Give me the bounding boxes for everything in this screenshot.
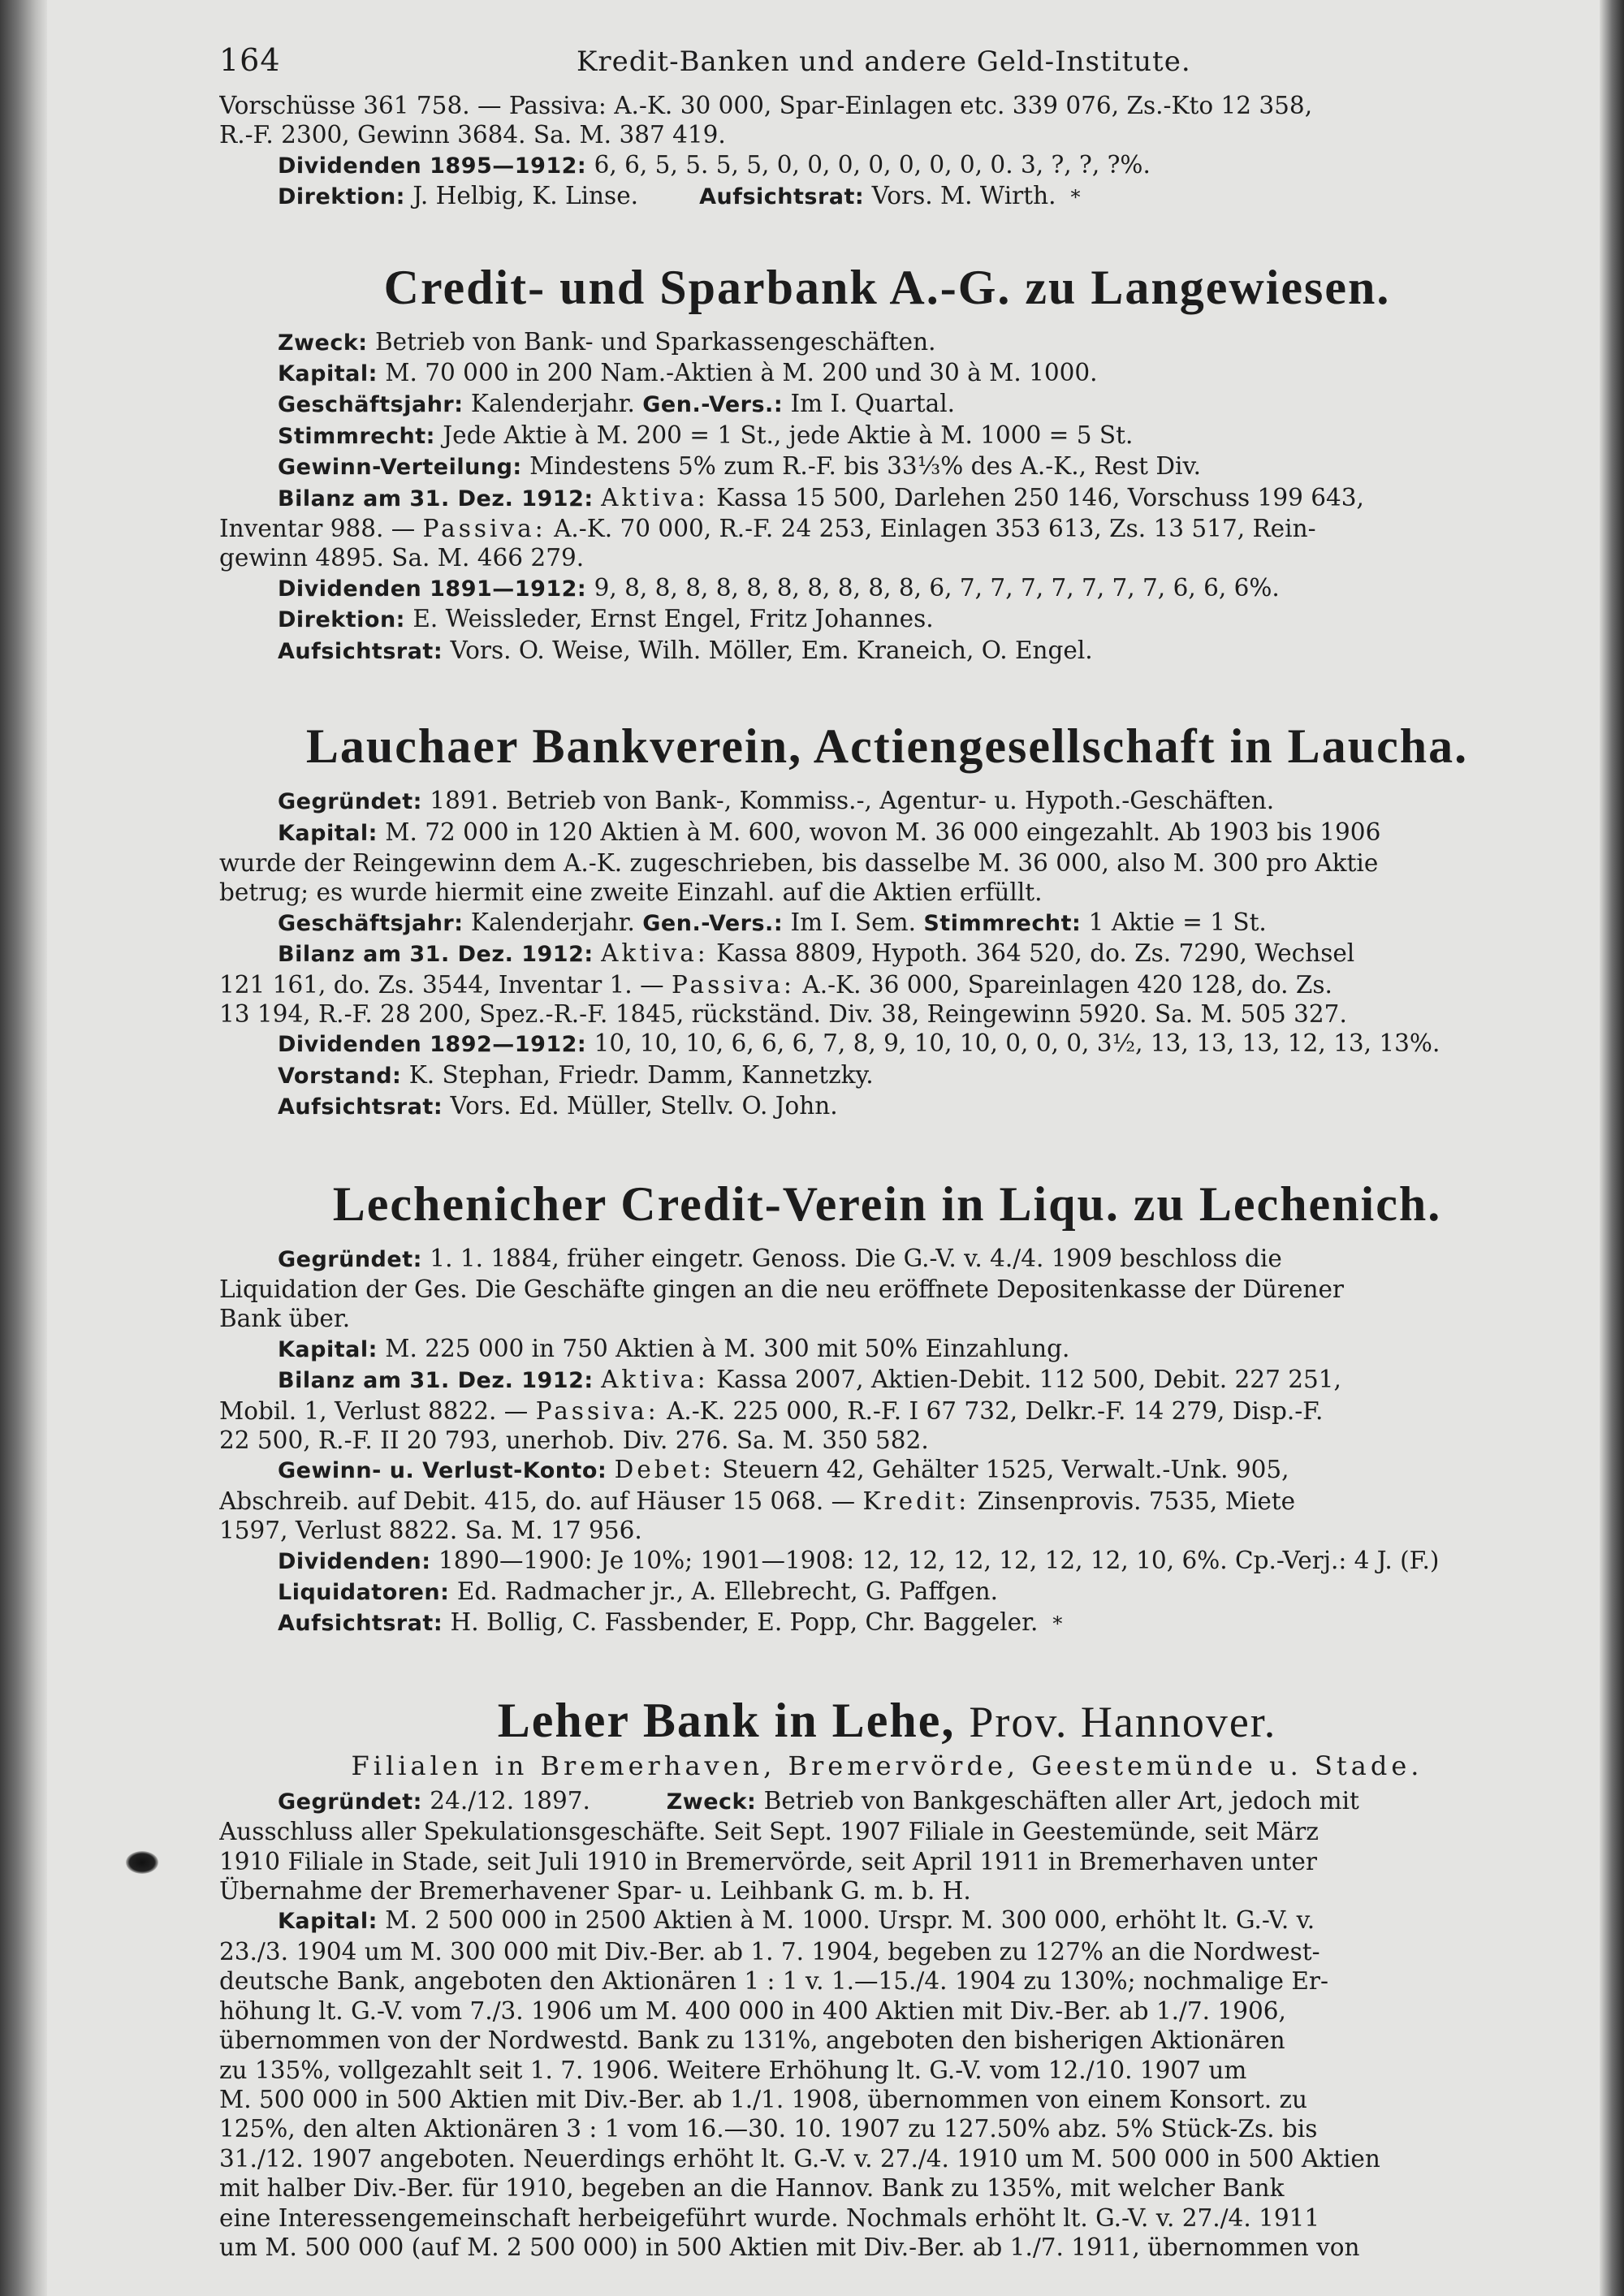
bilanz-line: gewinn 4895. Sa. M. 466 279. (219, 544, 585, 572)
gen-vers-value: Im I. Sem. (790, 908, 916, 936)
aufsichtsrat-value: Vors. O. Weise, Wilh. Möller, Em. Kraneich, O. Engel. (450, 636, 1093, 664)
dividends-label: Dividenden: (278, 1548, 431, 1574)
gen-vers-label: Gen.-Vers.: (642, 392, 784, 418)
entry-title-sub: Prov. Hannover. (969, 1697, 1277, 1746)
bilanz-text: Inventar 988. — (219, 515, 416, 543)
text-line: eine Interessengemeinschaft herbeigeführt wurde. Nochmals erhöht lt. G.-V. v. 27./4. 1911 (219, 2203, 1320, 2232)
text-line: zu 135%, vollgezahlt seit 1. 7. 1906. Weitere Erhöhung lt. G.-V. vom 12./10. 1907 um (219, 2056, 1247, 2084)
entry-laucha (219, 667, 1555, 1122)
liquidatoren-line (219, 1577, 1555, 1608)
bilanz-line: 22 500, R.-F. II 20 793, unerhob. Div. 276. Sa. M. 350 582. (219, 1426, 929, 1454)
entry-title: Lechenicher Credit-Verein in Liqu. zu Lechenich. (332, 1176, 1442, 1231)
aufsichtsrat-label: Aufsichtsrat: (699, 184, 865, 210)
aufsichtsrat-value: Vors. M. Wirth. (871, 182, 1056, 210)
entry-title-main: Leher Bank in Lehe, (497, 1693, 956, 1747)
gewinn-verteilung-line (219, 451, 1555, 482)
direktion-line (219, 604, 1555, 635)
geschaeftsjahr-label: Geschäftsjahr: (278, 910, 464, 936)
text-line: um M. 500 000 (auf M. 2 500 000) in 500 Aktien mit Div.-Ber. ab 1./7. 1911, übernommen von (219, 2233, 1360, 2261)
gegruendet-label: Gegründet: (278, 789, 422, 815)
aufsichtsrat-line (219, 1091, 1555, 1122)
scan-left-edge (0, 0, 47, 2296)
kapital-line (219, 1334, 1555, 1365)
geschaeftsjahr-line (219, 908, 1555, 939)
dividends-value: 6, 6, 5, 5. 5, 5, 0, 0, 0, 0, 0, 0, 0, 0. 3, ?, ?, ?%. (594, 150, 1151, 179)
bilanz-label: Bilanz am 31. Dez. 1912: (278, 1368, 594, 1394)
kapital-line (219, 818, 1555, 848)
entry-langewiesen (219, 213, 1555, 667)
text-line: 125%, den alten Aktionären 3 : 1 vom 16.—30. 10. 1907 zu 127.50% abz. 5% Stück-Zs. bis (219, 2115, 1318, 2143)
text-line: übernommen von der Nordwestd. Bank zu 131%, angeboten den bisherigen Aktionären (219, 2026, 1285, 2055)
entry-title (219, 1693, 1555, 1749)
text-line: R.-F. 2300, Gewinn 3684. Sa. M. 387 419. (219, 121, 726, 149)
scan-right-edge (1600, 0, 1624, 2296)
bilanz-line (219, 514, 1555, 543)
dividends-line (219, 150, 1555, 181)
gegruendet-label: Gegründet: (278, 1246, 422, 1272)
aktiva-label: Aktiva: (601, 483, 709, 511)
gegruendet-value: 24./12. 1897. (430, 1786, 590, 1815)
text-line: Vorschüsse 361 758. — Passiva: A.-K. 30 000, Spar-Einlagen etc. 339 076, Zs.-Kto 12 358, (219, 92, 1313, 119)
gegruendet-label: Gegründet: (278, 1789, 422, 1815)
text-line: Liquidation der Ges. Die Geschäfte gingen an die neu eröffnete Depositenkasse der Dürener (219, 1275, 1345, 1303)
kapital-line (219, 1905, 1555, 1936)
bilanz-line (219, 483, 1555, 514)
zweck-value: Betrieb von Bank- und Sparkassengeschäften. (374, 327, 936, 356)
debet-label: Debet: (614, 1456, 715, 1484)
dividends-line (219, 573, 1555, 604)
dividends-line (219, 1029, 1555, 1060)
dividends-label: Dividenden 1891—1912: (278, 576, 587, 602)
stimmrecht-value: 1 Aktie = 1 St. (1088, 908, 1267, 936)
bilanz-value: Kassa 15 500, Darlehen 250 146, Vorschuss 199 643, (716, 483, 1364, 511)
kapital-label: Kapital: (278, 820, 378, 846)
gen-vers-label: Gen.-Vers.: (642, 910, 784, 936)
text-line: mit halber Div.-Ber. für 1910, begeben an die Hannov. Bank zu 135%, mit welcher Bank (219, 2174, 1285, 2203)
passiva-label: Passiva: (422, 515, 546, 543)
kapital-value: M. 225 000 in 750 Aktien à M. 300 mit 50% Einzahlung. (385, 1334, 1070, 1362)
geschaeftsjahr-value: Kalenderjahr. (470, 908, 635, 936)
gen-vers-value: Im I. Quartal. (790, 390, 956, 418)
text-line: Bank über. (219, 1305, 351, 1333)
dividends-line (219, 1546, 1555, 1577)
aufsichtsrat-label: Aufsichtsrat: (278, 638, 443, 664)
gegruendet-line (219, 786, 1555, 817)
text-line: M. 500 000 in 500 Aktien mit Div.-Ber. ab 1./1. 1908, übernommen von einem Konsort. zu (219, 2085, 1308, 2113)
text-line: 31./12. 1907 angeboten. Neuerdings erhöht lt. G.-V. v. 27./4. 1910 um M. 500 000 in 500 Aktien (219, 2144, 1380, 2173)
text-line: 23./3. 1904 um M. 300 000 mit Div.-Ber. ab 1. 7. 1904, begeben zu 127% an die Nordwest- (219, 1937, 1320, 1966)
kapital-value: M. 2 500 000 in 2500 Aktien à M. 1000. Urspr. M. 300 000, erhöht lt. G.-V. v. (385, 1906, 1315, 1935)
gegruendet-line (219, 1244, 1555, 1275)
asterisk-mark: * (1052, 1612, 1063, 1636)
zweck-value: Betrieb von Bankgeschäften aller Art, jedoch mit (763, 1786, 1359, 1815)
ink-blot (126, 1851, 158, 1874)
gegruendet-line (219, 1786, 1555, 1817)
passiva-label: Passiva: (535, 1396, 659, 1425)
branches-line: Filialen in Bremerhaven, Bremervörde, Geestemünde u. Stade. (351, 1750, 1423, 1781)
entry-continuation (219, 91, 1555, 213)
guv-line (219, 1487, 1555, 1516)
kapital-label: Kapital: (278, 1909, 378, 1935)
direktion-label: Direktion: (278, 607, 405, 633)
kapital-line (219, 358, 1555, 389)
kapital-value: M. 72 000 in 120 Aktien à M. 600, wovon M. 36 000 eingezahlt. Ab 1903 bis 1906 (385, 818, 1381, 846)
geschaeftsjahr-label: Geschäftsjahr: (278, 392, 464, 418)
kapital-value: M. 70 000 in 200 Nam.-Aktien à M. 200 und 30 à M. 1000. (385, 359, 1098, 387)
dividends-label: Dividenden 1892—1912: (278, 1032, 587, 1058)
stimmrecht-label: Stimmrecht: (923, 910, 1082, 936)
gegruendet-value: 1. 1. 1884, früher eingetr. Genoss. Die G.-V. v. 4./4. 1909 beschloss die (430, 1244, 1282, 1272)
running-head (219, 42, 1555, 91)
bilanz-line (219, 1365, 1555, 1396)
book-page (219, 42, 1555, 2291)
zweck-line (219, 327, 1555, 358)
gewinn-verteilung-label: Gewinn-Verteilung: (278, 455, 522, 481)
bilanz-text: 121 161, do. Zs. 3544, Inventar 1. — (219, 970, 664, 999)
guv-line: 1597, Verlust 8822. Sa. M. 17 956. (219, 1517, 642, 1545)
guv-value: Steuern 42, Gehälter 1525, Verwalt.-Unk. 905, (722, 1456, 1289, 1484)
guv-label: Gewinn- u. Verlust-Konto: (278, 1458, 607, 1484)
zweck-label: Zweck: (666, 1789, 757, 1815)
bilanz-label: Bilanz am 31. Dez. 1912: (278, 486, 594, 511)
direktion-value: E. Weissleder, Ernst Engel, Fritz Johannes. (412, 605, 934, 633)
aufsichtsrat-line (219, 636, 1555, 667)
stimmrecht-line (219, 421, 1555, 451)
bilanz-text: Mobil. 1, Verlust 8822. — (219, 1396, 529, 1425)
dividends-value: 9, 8, 8, 8, 8, 8, 8, 8, 8, 8, 8, 6, 7, 7, 7, 7, 7, 7, 7, 6, 6, 6%. (594, 573, 1280, 602)
bilanz-value: Kassa 2007, Aktien-Debit. 112 500, Debit. 227 251, (716, 1366, 1341, 1394)
kredit-label: Kredit: (862, 1487, 970, 1515)
gegruendet-value: 1891. Betrieb von Bank-, Kommiss.-, Agentur- u. Hypoth.-Geschäften. (430, 787, 1275, 815)
text-line: Ausschluss aller Spekulationsgeschäfte. Seit Sept. 1907 Filiale in Geestemünde, seit März (219, 1818, 1319, 1846)
bilanz-line (219, 939, 1555, 969)
guv-line (219, 1455, 1555, 1486)
entry-title: Lauchaer Bankverein, Actiengesellschaft in Laucha. (305, 719, 1469, 774)
liquidatoren-value: Ed. Radmacher jr., A. Ellebrecht, G. Paffgen. (456, 1577, 999, 1606)
gewinn-verteilung-value: Mindestens 5% zum R.-F. bis 33⅓% des A.-K., Rest Div. (529, 452, 1202, 481)
entry-title: Credit- und Sparbank A.-G. zu Langewiesen. (383, 260, 1391, 314)
bilanz-label: Bilanz am 31. Dez. 1912: (278, 942, 594, 968)
aktiva-label: Aktiva: (601, 939, 709, 968)
kapital-label: Kapital: (278, 361, 378, 387)
text-line: wurde der Reingewinn dem A.-K. zugeschrieben, bis dasselbe M. 36 000, also M. 300 pro Aktie (219, 848, 1379, 877)
geschaeftsjahr-value: Kalenderjahr. (470, 390, 635, 418)
text-line: höhung lt. G.-V. vom 7./3. 1906 um M. 400 000 in 400 Aktien mit Div.-Ber. ab 1./7. 1906, (219, 1996, 1286, 2025)
direktion-label: Direktion: (278, 184, 405, 210)
zweck-label: Zweck: (278, 330, 368, 356)
aufsichtsrat-label: Aufsichtsrat: (278, 1611, 443, 1637)
aufsichtsrat-label: Aufsichtsrat: (278, 1094, 443, 1120)
text-line: betrug; es wurde hiermit eine zweite Einzahl. auf die Aktien erfüllt. (219, 878, 1043, 907)
bilanz-text: A.-K. 70 000, R.-F. 24 253, Einlagen 353 613, Zs. 13 517, Rein- (554, 515, 1316, 543)
stimmrecht-value: Jede Aktie à M. 200 = 1 St., jede Aktie à M. 1000 = 5 St. (443, 421, 1134, 449)
bilanz-text: A.-K. 36 000, Spareinlagen 420 128, do. Zs. (802, 970, 1332, 999)
direktion-line (219, 181, 1555, 212)
vorstand-line (219, 1060, 1555, 1091)
bilanz-line (219, 970, 1555, 999)
guv-text: Abschreib. auf Debit. 415, do. auf Häuser 15 068. — (219, 1487, 856, 1515)
geschaeftsjahr-line (219, 389, 1555, 420)
text-line: 1910 Filiale in Stade, seit Juli 1910 in Bremervörde, seit April 1911 in Bremerhaven unter (219, 1847, 1317, 1875)
dividends-value: 10, 10, 10, 6, 6, 6, 7, 8, 9, 10, 10, 0, 0, 0, 3½, 13, 13, 13, 12, 13, 13%. (594, 1029, 1440, 1058)
page-number: 164 (219, 42, 281, 78)
guv-text: Zinsenprovis. 7535, Miete (977, 1487, 1296, 1515)
stimmrecht-label: Stimmrecht: (278, 423, 435, 449)
passiva-label: Passiva: (671, 970, 795, 999)
asterisk-mark: * (1070, 186, 1081, 209)
bilanz-line (219, 1396, 1555, 1426)
entry-lechenich (219, 1123, 1555, 1639)
bilanz-line: 13 194, R.-F. 28 200, Spez.-R.-F. 1845, rückständ. Div. 38, Reingewinn 5920. Sa. M. 505 327. (219, 999, 1347, 1028)
kapital-label: Kapital: (278, 1336, 378, 1362)
text-line: Übernahme der Bremerhavener Spar- u. Leihbank G. m. b. H. (219, 1877, 971, 1905)
aufsichtsrat-value: Vors. Ed. Müller, Stellv. O. John. (450, 1092, 838, 1120)
aufsichtsrat-value: H. Bollig, C. Fassbender, E. Popp, Chr. Baggeler. (450, 1608, 1039, 1637)
vorstand-value: K. Stephan, Friedr. Damm, Kannetzky. (408, 1060, 874, 1089)
direktion-value: J. Helbig, K. Linse. (412, 182, 639, 210)
vorstand-label: Vorstand: (278, 1063, 402, 1089)
bilanz-text: A.-K. 225 000, R.-F. I 67 732, Delkr.-F. 14 279, Disp.-F. (667, 1396, 1324, 1425)
dividends-label: Dividenden 1895—1912: (278, 153, 587, 179)
entry-lehe (219, 1639, 1555, 2263)
text-line: deutsche Bank, angeboten den Aktionären 1 : 1 v. 1.—15./4. 1904 zu 130%; nochmalige Er- (219, 1967, 1328, 1996)
liquidatoren-label: Liquidatoren: (278, 1580, 450, 1606)
running-title: Kredit-Banken und andere Geld-Institute. (577, 45, 1191, 78)
dividends-value: 1890—1900: Je 10%; 1901—1908: 12, 12, 12, 12, 12, 12, 10, 6%. Cp.-Verj.: 4 J. (F.) (438, 1546, 1440, 1574)
aktiva-label: Aktiva: (601, 1366, 709, 1394)
aufsichtsrat-line (219, 1608, 1555, 1638)
bilanz-value: Kassa 8809, Hypoth. 364 520, do. Zs. 7290, Wechsel (716, 939, 1355, 968)
